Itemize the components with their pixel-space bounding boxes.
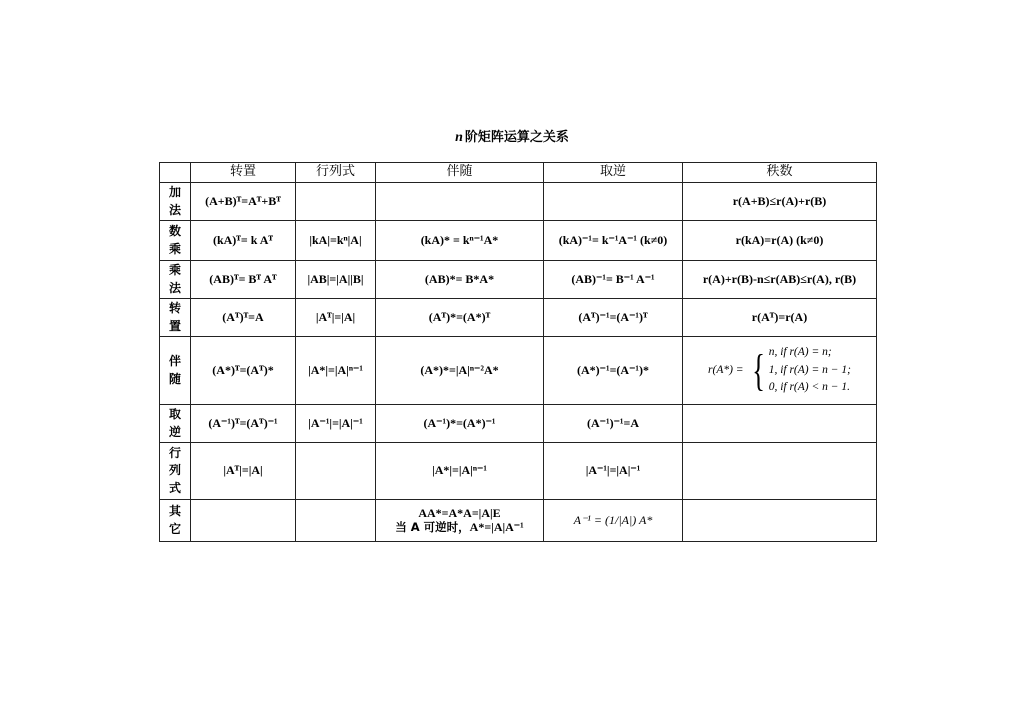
formula-cell	[376, 183, 544, 221]
formula-cell: r(A+B)≤r(A)+r(B)	[683, 183, 877, 221]
left-brace: {	[751, 345, 765, 395]
formula-cell: |A⁻¹|=|A|⁻¹	[296, 405, 376, 443]
formula-cell: (AB)*= B*A*	[376, 261, 544, 299]
formula-cell: (A*)ᵀ=(Aᵀ)*	[191, 337, 296, 405]
header-row	[160, 163, 877, 183]
formula-cell: (A+B)ᵀ=Aᵀ+Bᵀ	[191, 183, 296, 221]
row-header-inverse: 取 逆	[160, 405, 191, 443]
table-row	[160, 221, 877, 261]
formula-cell: r(Aᵀ)=r(A)	[683, 299, 877, 337]
formula-cell: (kA)ᵀ= k Aᵀ	[191, 221, 296, 261]
formula-cell: (Aᵀ)ᵀ=A	[191, 299, 296, 337]
formula-cell: |Aᵀ|=|A|	[296, 299, 376, 337]
piecewise-case: 0, if r(A) < n − 1.	[768, 381, 851, 394]
col-header-adjoint: 伴随	[376, 163, 544, 183]
formula-cell: |kA|=kⁿ|A|	[296, 221, 376, 261]
formula-cell: |A⁻¹|=|A|⁻¹	[544, 443, 683, 500]
table-row	[160, 443, 877, 500]
formula-cell: (A⁻¹)⁻¹=A	[544, 405, 683, 443]
matrix-operations-table	[159, 162, 877, 542]
formula-cell: (Aᵀ)⁻¹=(A⁻¹)ᵀ	[544, 299, 683, 337]
rank-adjoint-lhs: r(A*) =	[708, 363, 744, 376]
row-header-transpose: 转 置	[160, 299, 191, 337]
formula-cell	[296, 183, 376, 221]
table-row	[160, 405, 877, 443]
formula-cell	[296, 500, 376, 542]
col-header-inverse: 取逆	[544, 163, 683, 183]
formula-cell	[683, 500, 877, 542]
formula-cell: |A*|=|A|ⁿ⁻¹	[376, 443, 544, 500]
other-adjoint-cell	[376, 500, 544, 542]
corner-cell	[160, 163, 191, 183]
row-header-determinant: 行 列 式	[160, 443, 191, 500]
formula-cell: (A⁻¹)*=(A*)⁻¹	[376, 405, 544, 443]
formula-cell: (AB)ᵀ= Bᵀ Aᵀ	[191, 261, 296, 299]
formula-cell	[296, 443, 376, 500]
row-header-scalar-mult: 数 乘	[160, 221, 191, 261]
formula-cell	[683, 443, 877, 500]
formula-cell: |Aᵀ|=|A|	[191, 443, 296, 500]
col-header-determinant: 行列式	[296, 163, 376, 183]
table-row	[160, 183, 877, 221]
formula-cell	[544, 183, 683, 221]
formula-cell: (A⁻¹)ᵀ=(Aᵀ)⁻¹	[191, 405, 296, 443]
piecewise-case: 1, if r(A) = n − 1;	[768, 363, 851, 376]
formula-cell: r(kA)=r(A) (k≠0)	[683, 221, 877, 261]
formula-cell: (kA)* = kⁿ⁻¹A*	[376, 221, 544, 261]
formula-cell	[191, 500, 296, 542]
formula-cell: (A*)⁻¹=(A⁻¹)*	[544, 337, 683, 405]
rank-adjoint-cell	[683, 337, 877, 405]
table-row	[160, 337, 877, 405]
table-row	[160, 500, 877, 542]
inverse-formula-cell	[544, 500, 683, 542]
adjoint-identity: AA*=A*A=|A|E	[418, 505, 501, 520]
formula-cell: |A*|=|A|ⁿ⁻¹	[296, 337, 376, 405]
table-row	[160, 299, 877, 337]
inverse-formula: A⁻¹ = (1/|A|) A*	[573, 512, 653, 527]
formula-cell: (kA)⁻¹= k⁻¹A⁻¹ (k≠0)	[544, 221, 683, 261]
row-header-addition: 加 法	[160, 183, 191, 221]
invertible-note: 当 A 可逆时，A*=|A|A⁻¹	[395, 519, 524, 534]
row-header-multiplication: 乘 法	[160, 261, 191, 299]
col-header-rank: 秩数	[683, 163, 877, 183]
row-header-adjoint: 伴 随	[160, 337, 191, 405]
page-title: n 阶矩阵运算之关系	[455, 130, 569, 145]
table-row	[160, 261, 877, 299]
formula-cell	[683, 405, 877, 443]
formula-cell: r(A)+r(B)-n≤r(AB)≤r(A), r(B)	[683, 261, 877, 299]
formula-cell: (AB)⁻¹= B⁻¹ A⁻¹	[544, 261, 683, 299]
formula-cell: |AB|=|A||B|	[296, 261, 376, 299]
row-header-other: 其 它	[160, 500, 191, 542]
piecewise-case: n, if r(A) = n;	[768, 345, 832, 358]
col-header-transpose: 转置	[191, 163, 296, 183]
formula-cell: (Aᵀ)*=(A*)ᵀ	[376, 299, 544, 337]
formula-cell: (A*)*=|A|ⁿ⁻²A*	[376, 337, 544, 405]
